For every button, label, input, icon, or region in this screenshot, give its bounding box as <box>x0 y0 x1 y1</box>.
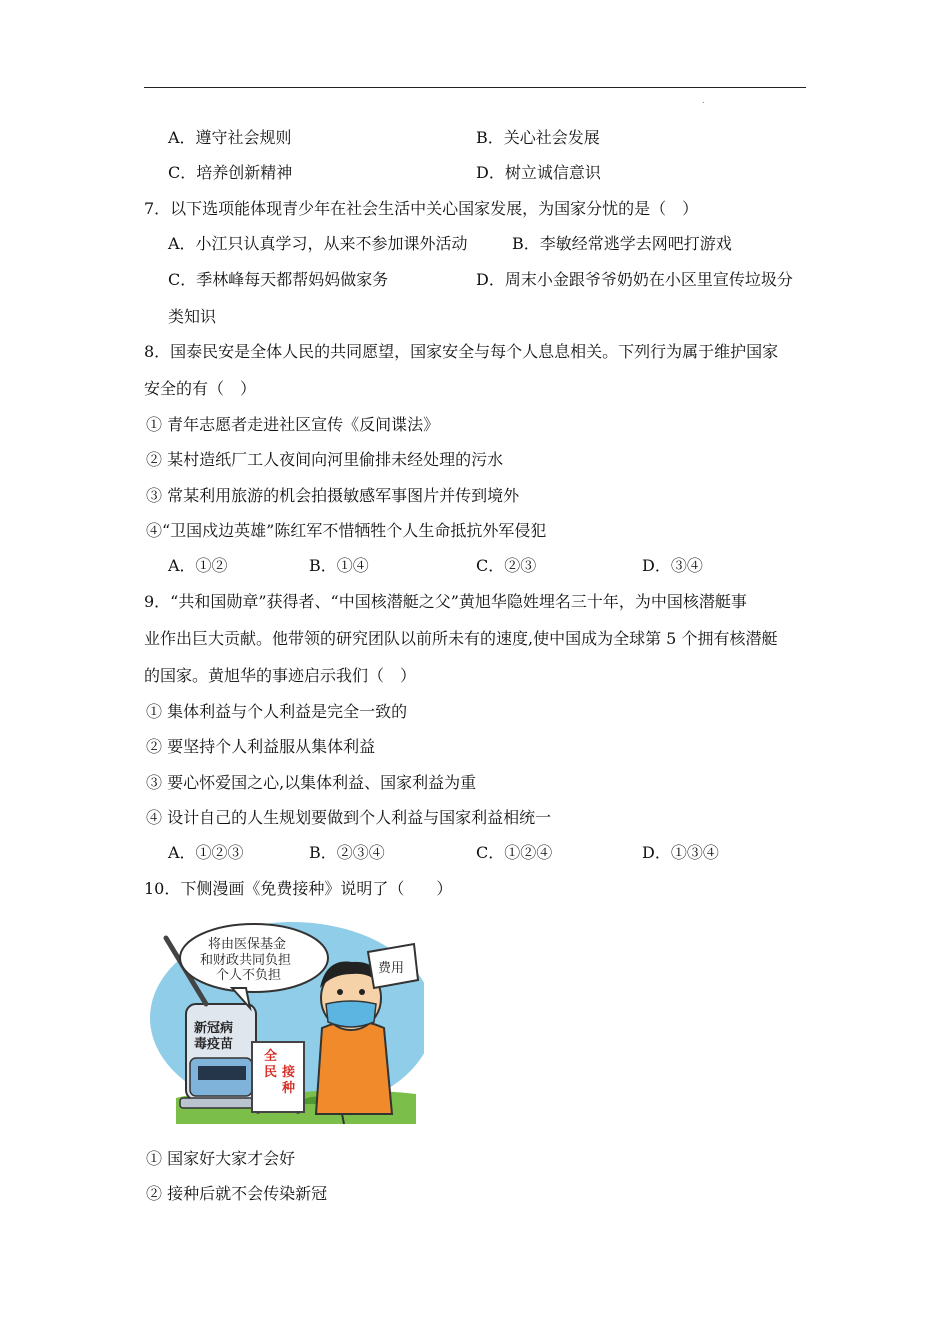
q9-option-a: A．①②③ <box>168 843 244 862</box>
q8-option-c: C．②③ <box>476 556 537 575</box>
sign-char2: 民 <box>264 1065 278 1080</box>
q7-option-d: D．周末小金跟爷爷奶奶在小区里宣传垃圾分 <box>476 270 793 289</box>
q10-item-1: ① 国家好大家才会好 <box>146 1149 296 1168</box>
q7-option-b: B．李敏经常逃学去网吧打游戏 <box>512 234 732 253</box>
sign-board <box>252 1042 304 1114</box>
q8-option-a: A．①② <box>168 556 228 575</box>
q6-option-b: B．关心社会发展 <box>476 128 600 147</box>
vaccine-label-line1: 新冠病 <box>194 1021 234 1036</box>
q8-item-2: ② 某村造纸厂工人夜间向河里偷排未经处理的污水 <box>146 450 504 469</box>
vaccine-cartoon-image <box>146 918 424 1124</box>
bubble-line1: 将由医保基金 <box>208 937 287 952</box>
header-rule <box>144 87 806 88</box>
q9-item-2: ② 要坚持个人利益服从集体利益 <box>146 737 376 756</box>
q9-option-c: C．①②④ <box>476 843 553 862</box>
bubble-line3: 个人不负担 <box>216 968 282 983</box>
q10-item-2: ② 接种后就不会传染新冠 <box>146 1184 328 1203</box>
q9-option-d: D．①③④ <box>642 843 719 862</box>
paper-text: 费用 <box>378 961 405 976</box>
q7-stem: 7．以下选项能体现青少年在社会生活中关心国家发展，为国家分忧的是（ ） <box>144 199 699 218</box>
q8-stem-line2: 安全的有（ ） <box>144 379 257 398</box>
q9-item-1: ① 集体利益与个人利益是完全一致的 <box>146 702 408 721</box>
vaccine-label-line2: 毒疫苗 <box>194 1037 234 1052</box>
q9-stem-line1: 9．“共和国勋章”获得者、“中国核潜艇之父”黄旭华隐姓埋名三十年，为中国核潜艇事 <box>144 592 747 611</box>
q9-option-b: B．②③④ <box>309 843 385 862</box>
q6-option-c: C．培养创新精神 <box>168 163 293 182</box>
q6-option-a: A．遵守社会规则 <box>168 128 292 147</box>
q7-option-c: C．季林峰每天都帮妈妈做家务 <box>168 270 389 289</box>
q8-option-d: D．③④ <box>642 556 703 575</box>
q8-item-4: ④“卫国戍边英雄”陈红军不惜牺牲个人生命抵抗外军侵犯 <box>146 521 547 540</box>
paper-note <box>368 944 418 988</box>
sign-char3: 接 <box>282 1065 296 1080</box>
q9-stem-line3: 的国家。黄旭华的事迹启示我们（ ） <box>144 666 417 685</box>
bubble-line2: 和财政共同负担 <box>200 953 292 968</box>
q8-option-b: B．①④ <box>309 556 369 575</box>
q7-option-a: A．小江只认真学习，从来不参加课外活动 <box>168 234 468 253</box>
q8-item-3: ③ 常某利用旅游的机会拍摄敏感军事图片并传到境外 <box>146 486 520 505</box>
q9-item-4: ④ 设计自己的人生规划要做到个人利益与国家利益相统一 <box>146 808 552 827</box>
header-dot: . <box>702 96 705 105</box>
q9-stem-line2: 业作出巨大贡献。他带领的研究团队以前所未有的速度,使中国成为全球第 5 个拥有核潜艇 <box>144 629 778 648</box>
q7-option-d-cont: 类知识 <box>168 307 217 326</box>
q9-item-3: ③ 要心怀爱国之心,以集体利益、国家利益为重 <box>146 773 477 792</box>
q10-stem: 10．下侧漫画《免费接种》说明了（ ） <box>144 879 453 898</box>
q8-stem-line1: 8．国泰民安是全体人民的共同愿望，国家安全与每个人息息相关。下列行为属于维护国家 <box>144 342 779 361</box>
q8-item-1: ① 青年志愿者走进社区宣传《反间谍法》 <box>146 415 440 434</box>
sign-char4: 种 <box>282 1081 296 1096</box>
q6-option-d: D．树立诚信意识 <box>476 163 601 182</box>
sign-char1: 全 <box>264 1049 278 1064</box>
